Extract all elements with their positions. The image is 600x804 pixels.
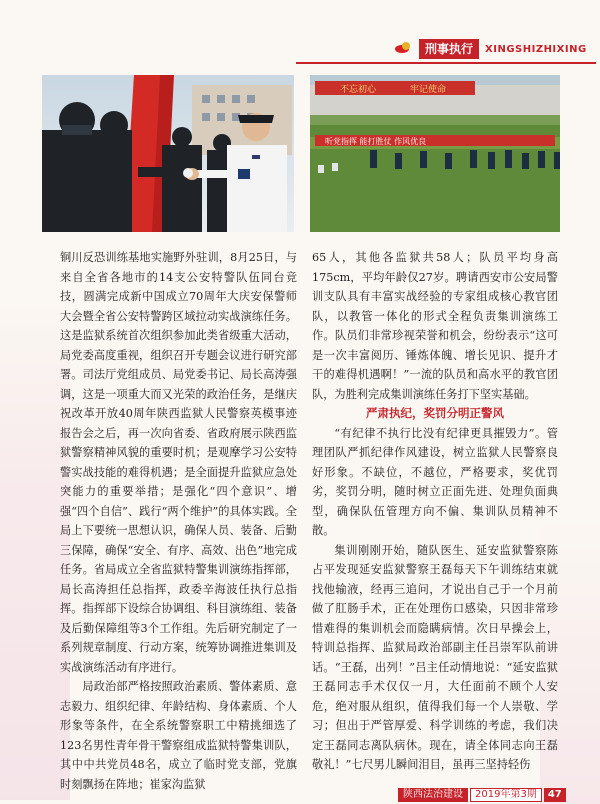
publication-name: 陕西法治建设 (398, 788, 468, 802)
banner-right-text: 牢记使命 (410, 85, 447, 95)
page-number: 47 (544, 788, 566, 802)
photo-handshake (42, 75, 294, 232)
left-text-column (60, 248, 297, 794)
photo-training-field-illustration (310, 75, 560, 232)
section-subheading: 严肃执纪，奖罚分明正警风 (366, 406, 504, 420)
section-title-en: XINGSHIZHIXING (485, 43, 587, 55)
section-header (393, 38, 593, 60)
photo-handshake-illustration (42, 75, 294, 232)
right-paragraph-2: “有纪律不执行比没有纪律更具摧毁力”。管理团队严抓纪律作风建设，树立监狱人民警察良好形象。不缺位，不越位，严格要求，奖优罚劣，奖罚分明，随时树立正面先进、处理负面典型，确保队伍管理方向不偏、集训队员精神不散。 (312, 426, 558, 537)
banner-left-text: 不忘初心 (340, 85, 377, 95)
page-footer (398, 788, 566, 802)
right-text-column (312, 248, 558, 775)
right-paragraph-1: 65人，其他各监狱共58人；队员平均身高175cm，平均年龄仅27岁。聘请西安市公安局警训支队具有丰富实战经验的专家组成核心教官团队，以教管一体化的形式全程负责集训演练工作。队员们非常珍视荣誉和机会，纷纷表示“这可是一次丰富阅历、锤炼体魄、增长见识、提升才干的难得机遇啊！”一流的队员和高水平的教官团队，为胜利完成集训演练任务打下坚实基础。 (312, 251, 558, 401)
left-paragraph-2: 局政治部严格按照政治素质、警体素质、意志毅力、组织纪律、年龄结构、身体素质、个人形象等条件，在全系统警察职工中精挑细选了123名男性青年骨干警察组成监狱特警集训队，其中中共党员48名，成立了临时党支部，党旗时刻飘扬在阵地；崔家沟监狱 (60, 680, 297, 791)
issue-label: 2019年第3期 (470, 788, 542, 802)
left-paragraph-1: 铜川反恐训练基地实施野外驻训，8月25日，与来自全省各地市的14支公安特警队伍同台竞技，圆满完成新中国成立70周年大庆安保警师大会暨全省公安特警跨区域拉动实战演练任务。这是监狱系统首次组织参加此类省级重大活动，局党委高度重视，组织召开专题会议进行研究部署。司法厅党组成员、局党委书记、局长高涛强调，这是一项重大而又光荣的政治任务，是继庆祝改革开放40周年陕西监狱人民警察英模事迹报告会之后，再一次向省委、省政府展示陕西监狱警察精神风貌的重要时机；是观摩学习公安特警实战技能的难得机遇；是全面提升监狱应急处突能力的重要举措；是强化“四个意识”、增强“四个自信”、践行“两个维护”的具体实践。全局上下要统一思想认识，确保人员、装备、后勤三保障，确保“安全、有序、高效、出色”地完成任务。省局成立全省监狱特警集训演练指挥部，局长高涛担任总指挥，政委辛海波任执行总指挥。指挥部下设综合协调组、科目演练组、装备及后勤保障组等3个工作组。先后研究制定了一系列规章制度、行动方案，统筹协调推进集训及实战演练活动有序进行。 (60, 251, 297, 674)
section-logo-icon (393, 41, 415, 57)
slogan-bottom-text: 听党指挥 能打胜仗 作风优良 (325, 137, 427, 146)
header-rule (296, 62, 596, 64)
photo-training-field (310, 75, 560, 232)
section-title-cn: 刑事执行 (419, 39, 479, 59)
right-paragraph-3: 集训刚刚开始，随队医生、延安监狱警察陈占平发现延安监狱警察王磊每天下午训练结束就找他输液，经再三追问，才说出自己于一个月前做了肛肠手术，正在处理伤口感染，只因非常珍惜难得的集训机会而隐瞒病情。次日早操会上，特训总指挥、监狱局政治部副主任吕崇军队前讲话。“王磊，出列！”吕主任动情地说：“延安监狱王磊同志手术仅仅一月，大任面前不顾个人安危，绝对服从组织，值得我们每一个人崇敬、学习；但出于严管厚爱、科学训练的考虑，我们决定王磊同志离队病休。现在，请全体同志向王磊敬礼！”七尺男儿瞬间泪目，虽再三坚持轻伤 (312, 543, 558, 771)
